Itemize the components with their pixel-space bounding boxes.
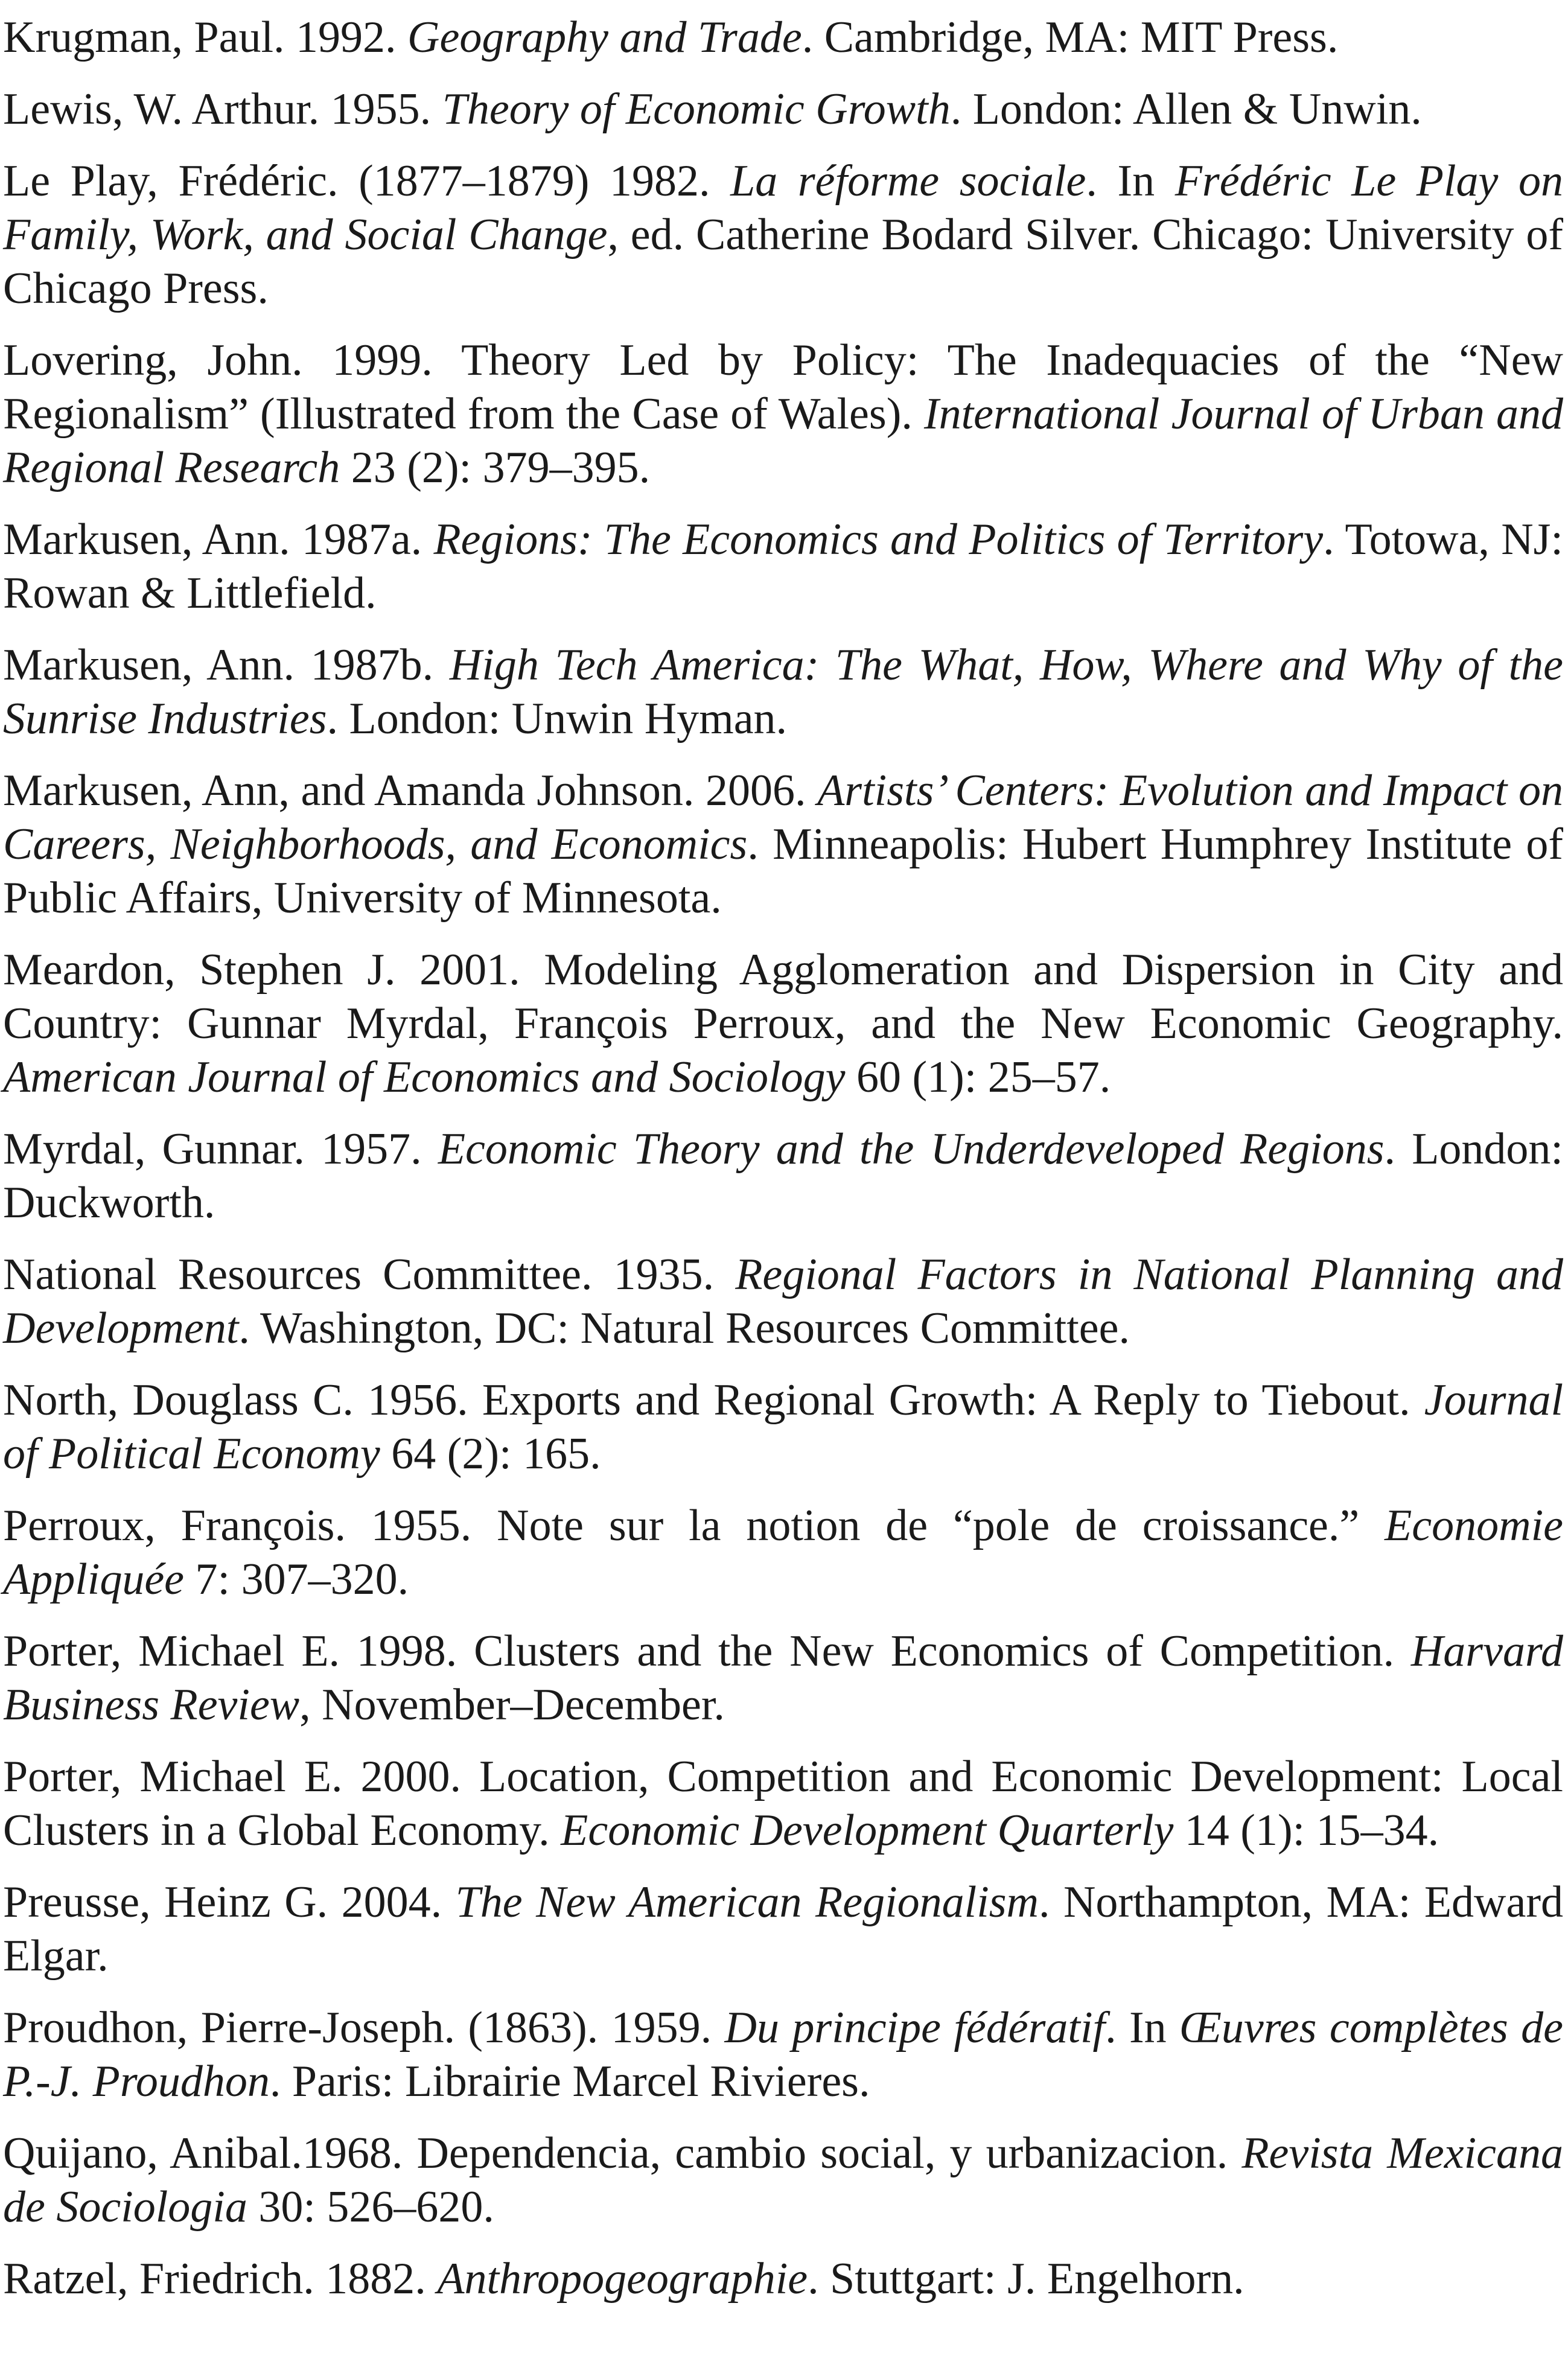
reference-entry — [3, 764, 1563, 925]
reference-text: . Stuttgart: J. Engelhorn. — [808, 2254, 1245, 2304]
reference-text: Lewis, W. Arthur. 1955. — [3, 84, 442, 134]
reference-title: Economic Theory and the Underdeveloped Regions — [438, 1124, 1385, 1174]
reference-entry — [3, 1374, 1563, 1481]
reference-entry — [3, 83, 1563, 136]
reference-title: Theory of Economic Growth — [442, 84, 951, 134]
reference-entry — [3, 154, 1563, 316]
reference-text: 7: 307–320. — [184, 1555, 409, 1604]
reference-text: Porter, Michael E. 2000. Location, Competition and Economic Development: Local Clusters in a Global Economy. — [3, 1752, 1563, 1855]
reference-text: 30: 526–620. — [247, 2182, 494, 2232]
reference-text: . Minneapolis: Hubert Humphrey Institute of Public Affairs, University of Minnesota. — [3, 820, 1563, 923]
reference-text: . London: Unwin Hyman. — [327, 694, 788, 744]
reference-text: . Northampton, MA: Edward Elgar. — [3, 1878, 1563, 1981]
reference-text: . London: Allen & Unwin. — [950, 84, 1422, 134]
reference-entry — [3, 1499, 1563, 1607]
reference-text: Meardon, Stephen J. 2001. Modeling Agglomeration and Dispersion in City and Country: Gunnar Myrdal, François Perroux, and the New Economic Geography. — [3, 945, 1563, 1048]
reference-text: Markusen, Ann. 1987b. — [3, 640, 450, 690]
reference-entry — [3, 1750, 1563, 1858]
reference-list — [3, 11, 1563, 2324]
reference-text: . Washington, DC: Natural Resources Committee. — [238, 1304, 1130, 1353]
reference-entry — [3, 2252, 1563, 2306]
reference-title: Anthropogeographie — [437, 2254, 808, 2304]
reference-title: Geography and Trade — [407, 13, 802, 62]
reference-title: Regional Factors in National Planning and Development — [3, 1250, 1563, 1353]
reference-text: Ratzel, Friedrich. 1882. — [3, 2254, 438, 2304]
reference-text: Quijano, Anibal.1968. Dependencia, cambio social, y urbanizacion. — [3, 2129, 1242, 2178]
reference-title: The New American Regionalism — [455, 1878, 1039, 1927]
reference-title: Artists’ Centers: Evolution and Impact on Careers, Neighborhoods, and Economics — [3, 766, 1563, 869]
reference-entry — [3, 1876, 1563, 1983]
reference-entry — [3, 11, 1563, 65]
reference-text: Krugman, Paul. 1992. — [3, 13, 408, 62]
reference-text: . In — [1086, 156, 1175, 206]
reference-text: 64 (2): 165. — [380, 1429, 601, 1479]
reference-entry — [3, 513, 1563, 620]
reference-text: . London: Duckworth. — [3, 1124, 1563, 1228]
reference-entry — [3, 943, 1563, 1104]
reference-text: Markusen, Ann. 1987a. — [3, 515, 434, 564]
reference-title: Œuvres complètes de P.-J. Proudhon — [3, 2003, 1563, 2106]
reference-title: High Tech America: The What, How, Where and Why of the Sunrise Industries — [3, 640, 1563, 744]
reference-text: 23 (2): 379–395. — [340, 443, 651, 492]
reference-title: Revista Mexicana de Sociologia — [3, 2129, 1563, 2232]
reference-text: National Resources Committee. 1935. — [3, 1250, 736, 1299]
reference-entry — [3, 1248, 1563, 1355]
reference-title: Du principe fédératif — [724, 2003, 1106, 2053]
reference-text: Le Play, Frédéric. (1877–1879) 1982. — [3, 156, 731, 206]
reference-text: North, Douglass C. 1956. Exports and Regional Growth: A Reply to Tiebout. — [3, 1375, 1424, 1425]
reference-title: Frédéric Le Play on Family, Work, and Social Change — [3, 156, 1563, 260]
reference-text: Perroux, François. 1955. Note sur la notion de “pole de croissance.” — [3, 1501, 1385, 1550]
reference-text: Preusse, Heinz G. 2004. — [3, 1878, 456, 1927]
reference-title: International Journal of Urban and Regional Research — [3, 389, 1563, 492]
reference-text: . Cambridge, MA: MIT Press. — [802, 13, 1339, 62]
reference-title: American Journal of Economics and Sociology — [3, 1053, 846, 1102]
reference-entry — [3, 2127, 1563, 2234]
reference-entry — [3, 1625, 1563, 1732]
reference-text: . Totowa, NJ: Rowan & Littlefield. — [3, 515, 1563, 618]
reference-text: , November–December. — [299, 1680, 725, 1730]
reference-text: Myrdal, Gunnar. 1957. — [3, 1124, 438, 1174]
reference-text: . In — [1105, 2003, 1180, 2053]
reference-entry — [3, 639, 1563, 746]
reference-title: Economic Development Quarterly — [561, 1806, 1174, 1855]
reference-text: 14 (1): 15–34. — [1173, 1806, 1439, 1855]
reference-text: . Paris: Librairie Marcel Rivieres. — [269, 2057, 870, 2106]
reference-entry — [3, 334, 1563, 495]
reference-entry — [3, 2001, 1563, 2109]
reference-title: Regions: The Economics and Politics of Territory — [433, 515, 1324, 564]
reference-text: , ed. Catherine Bodard Silver. Chicago: University of Chicago Press. — [3, 210, 1563, 313]
reference-entry — [3, 1123, 1563, 1230]
reference-title: Harvard Business Review — [3, 1626, 1563, 1730]
reference-title: Journal of Political Economy — [3, 1375, 1563, 1479]
reference-text: Lovering, John. 1999. Theory Led by Policy: The Inadequacies of the “New Regionalism” (Illustrated from the Case of Wales). — [3, 336, 1563, 439]
reference-text: Porter, Michael E. 1998. Clusters and the New Economics of Competition. — [3, 1626, 1411, 1676]
reference-title: Economie Appliquée — [3, 1501, 1563, 1604]
reference-title: La réforme sociale — [730, 156, 1086, 206]
reference-text: Markusen, Ann, and Amanda Johnson. 2006. — [3, 766, 818, 815]
reference-text: Proudhon, Pierre-Joseph. (1863). 1959. — [3, 2003, 725, 2053]
reference-text: 60 (1): 25–57. — [845, 1053, 1111, 1102]
